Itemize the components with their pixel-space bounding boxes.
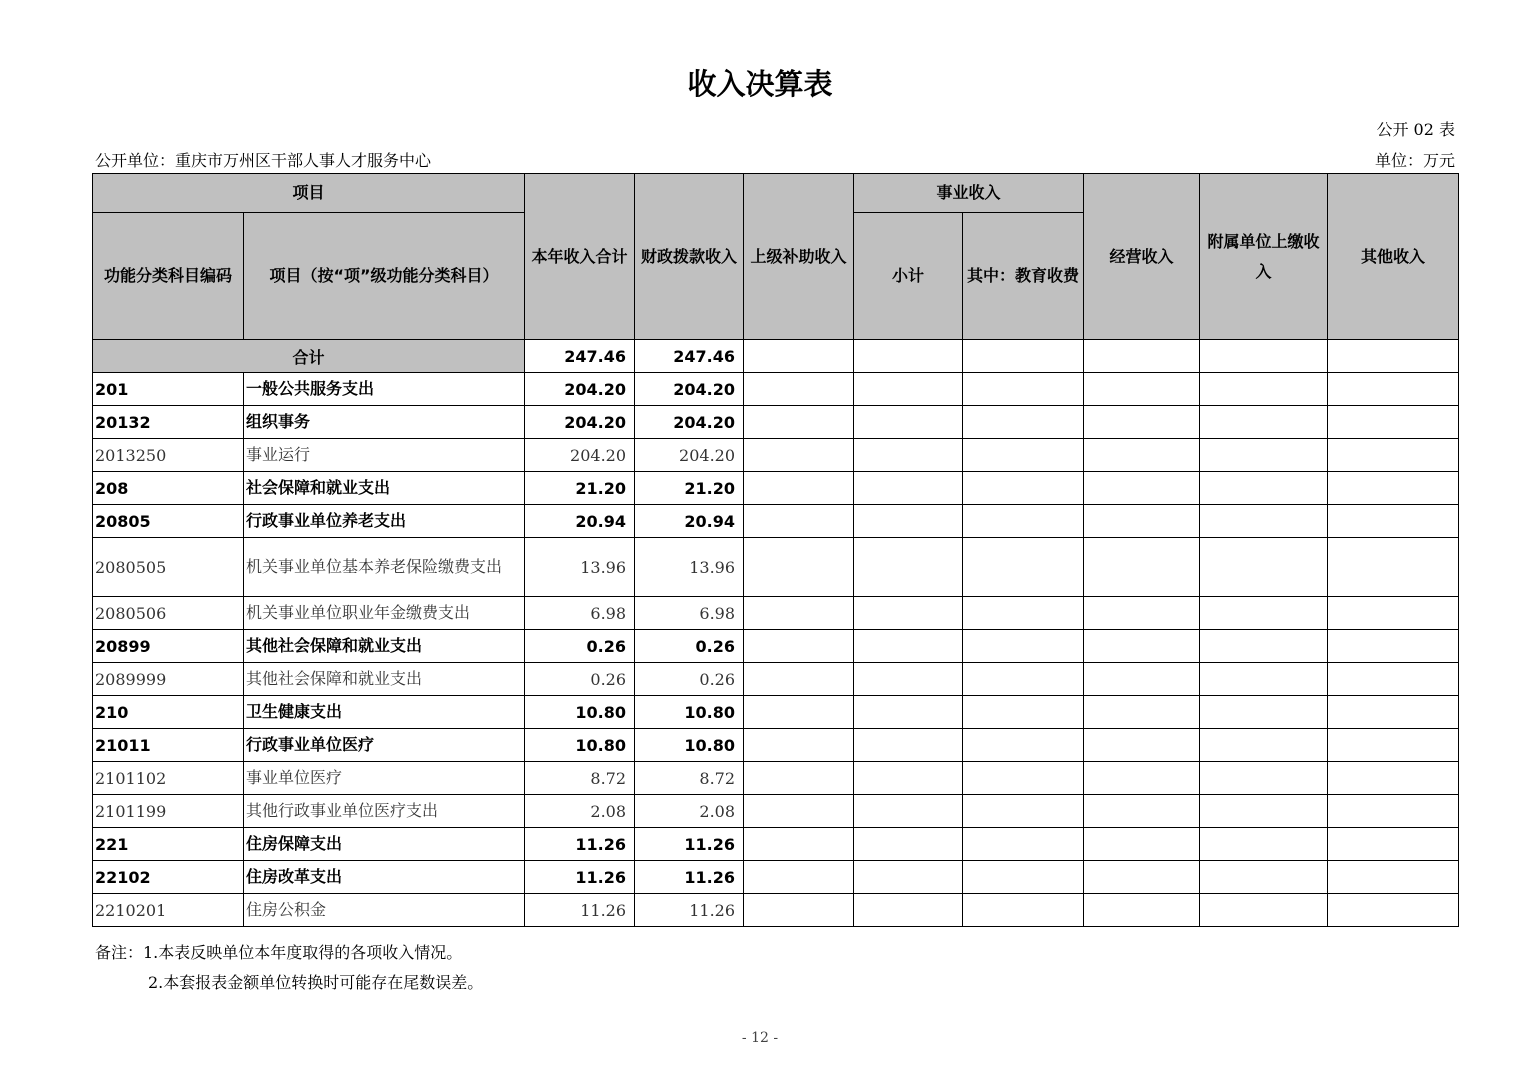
row-code: 2080506 xyxy=(93,597,244,630)
empty-cell xyxy=(1200,696,1328,729)
row-name: 事业运行 xyxy=(244,439,525,472)
empty-cell xyxy=(1328,373,1459,406)
empty-cell xyxy=(744,894,854,927)
empty-cell xyxy=(854,696,963,729)
empty-cell xyxy=(1200,630,1328,663)
empty-cell xyxy=(744,373,854,406)
empty-cell xyxy=(1328,663,1459,696)
page-number: - 12 - xyxy=(741,1030,779,1046)
total-fiscal-value: 247.46 xyxy=(635,340,744,373)
row-name: 其他社会保障和就业支出 xyxy=(244,663,525,696)
empty-cell xyxy=(963,729,1084,762)
table-row xyxy=(93,729,1459,762)
empty-cell xyxy=(854,894,963,927)
empty-cell xyxy=(1084,472,1200,505)
header-affiliated: 附属单位上缴收入 xyxy=(1200,174,1328,340)
empty-cell xyxy=(854,729,963,762)
row-fiscal: 21.20 xyxy=(635,472,744,505)
header-other: 其他收入 xyxy=(1328,174,1459,340)
empty-cell xyxy=(1084,439,1200,472)
table-row xyxy=(93,406,1459,439)
row-fiscal: 204.20 xyxy=(635,406,744,439)
empty-cell xyxy=(744,439,854,472)
empty-cell xyxy=(1084,373,1200,406)
empty-cell xyxy=(1200,597,1328,630)
empty-cell xyxy=(963,696,1084,729)
empty-cell xyxy=(744,406,854,439)
row-code: 20132 xyxy=(93,406,244,439)
empty-cell xyxy=(1084,861,1200,894)
total-label: 合计 xyxy=(93,340,525,373)
empty-cell xyxy=(963,538,1084,597)
empty-cell xyxy=(744,630,854,663)
empty-cell xyxy=(963,762,1084,795)
row-total-income: 2.08 xyxy=(525,795,635,828)
row-total-income: 10.80 xyxy=(525,696,635,729)
row-name: 行政事业单位医疗 xyxy=(244,729,525,762)
row-name: 其他行政事业单位医疗支出 xyxy=(244,795,525,828)
table-row xyxy=(93,373,1459,406)
empty-cell xyxy=(963,597,1084,630)
row-fiscal: 0.26 xyxy=(635,630,744,663)
row-code: 221 xyxy=(93,828,244,861)
row-total-income: 20.94 xyxy=(525,505,635,538)
header-operating: 经营收入 xyxy=(1084,174,1200,340)
header-total-income: 本年收入合计 xyxy=(525,174,635,340)
empty-cell xyxy=(1084,762,1200,795)
row-name: 其他社会保障和就业支出 xyxy=(244,630,525,663)
row-code: 2101102 xyxy=(93,762,244,795)
table-row xyxy=(93,894,1459,927)
header-fiscal: 财政拨款收入 xyxy=(635,174,744,340)
row-code: 2013250 xyxy=(93,439,244,472)
row-name: 住房公积金 xyxy=(244,894,525,927)
row-fiscal: 11.26 xyxy=(635,828,744,861)
row-code: 2210201 xyxy=(93,894,244,927)
row-fiscal: 204.20 xyxy=(635,439,744,472)
row-name: 机关事业单位基本养老保险缴费支出 xyxy=(244,538,525,597)
table-row xyxy=(93,439,1459,472)
empty-cell xyxy=(1328,696,1459,729)
row-code: 2101199 xyxy=(93,795,244,828)
empty-cell xyxy=(1084,505,1200,538)
row-total-income: 204.20 xyxy=(525,406,635,439)
header-education-fee: 其中：教育收费 xyxy=(963,213,1084,340)
row-fiscal: 2.08 xyxy=(635,795,744,828)
empty-cell xyxy=(1328,729,1459,762)
row-total-income: 0.26 xyxy=(525,630,635,663)
row-fiscal: 11.26 xyxy=(635,894,744,927)
empty-cell xyxy=(1328,894,1459,927)
empty-cell xyxy=(963,795,1084,828)
empty-cell xyxy=(1200,795,1328,828)
empty-cell xyxy=(854,538,963,597)
empty-cell xyxy=(1200,538,1328,597)
income-table xyxy=(92,173,1459,927)
empty-cell xyxy=(1084,894,1200,927)
empty-cell xyxy=(1328,439,1459,472)
empty-cell xyxy=(854,373,963,406)
empty-cell xyxy=(1084,828,1200,861)
empty-cell xyxy=(1328,861,1459,894)
empty-cell xyxy=(963,505,1084,538)
empty-cell xyxy=(963,630,1084,663)
header-superior-subsidy: 上级补助收入 xyxy=(744,174,854,340)
empty-cell xyxy=(1084,696,1200,729)
row-name: 组织事务 xyxy=(244,406,525,439)
empty-cell xyxy=(854,828,963,861)
page-title: 收入决算表 xyxy=(687,67,833,101)
empty-cell xyxy=(1200,472,1328,505)
row-fiscal: 204.20 xyxy=(635,373,744,406)
empty-cell xyxy=(744,505,854,538)
row-fiscal: 0.26 xyxy=(635,663,744,696)
empty-cell xyxy=(744,597,854,630)
empty-cell xyxy=(1084,795,1200,828)
table-row xyxy=(93,472,1459,505)
table-row xyxy=(93,538,1459,597)
empty-cell xyxy=(744,795,854,828)
row-code: 201 xyxy=(93,373,244,406)
header-subtotal: 小计 xyxy=(854,213,963,340)
empty-cell xyxy=(854,597,963,630)
empty-cell xyxy=(1084,663,1200,696)
empty-cell xyxy=(744,762,854,795)
empty-cell xyxy=(854,630,963,663)
row-total-income: 11.26 xyxy=(525,894,635,927)
empty-cell xyxy=(1084,630,1200,663)
row-total-income: 10.80 xyxy=(525,729,635,762)
empty-cell xyxy=(1200,505,1328,538)
empty-cell xyxy=(1084,538,1200,597)
currency-unit: 单位：万元 xyxy=(1374,151,1455,170)
empty-cell xyxy=(854,439,963,472)
row-name: 住房保障支出 xyxy=(244,828,525,861)
row-fiscal: 13.96 xyxy=(635,538,744,597)
row-total-income: 8.72 xyxy=(525,762,635,795)
row-total-income: 21.20 xyxy=(525,472,635,505)
empty-cell xyxy=(963,406,1084,439)
row-code: 21011 xyxy=(93,729,244,762)
table-row xyxy=(93,795,1459,828)
empty-cell xyxy=(1200,406,1328,439)
header-func-name: 项目（按“项”级功能分类科目） xyxy=(244,213,525,340)
empty-cell xyxy=(1328,505,1459,538)
total-row xyxy=(93,340,1459,373)
row-name: 行政事业单位养老支出 xyxy=(244,505,525,538)
row-fiscal: 20.94 xyxy=(635,505,744,538)
reporting-unit: 公开单位：重庆市万州区干部人事人才服务中心 xyxy=(95,151,432,170)
empty-cell xyxy=(1200,439,1328,472)
row-fiscal: 11.26 xyxy=(635,861,744,894)
table-row xyxy=(93,505,1459,538)
row-code: 22102 xyxy=(93,861,244,894)
header-business-income: 事业收入 xyxy=(854,174,1084,213)
row-name: 一般公共服务支出 xyxy=(244,373,525,406)
row-total-income: 11.26 xyxy=(525,828,635,861)
empty-cell xyxy=(744,538,854,597)
empty-cell xyxy=(1328,597,1459,630)
table-row xyxy=(93,828,1459,861)
empty-cell xyxy=(854,795,963,828)
empty-cell xyxy=(1200,729,1328,762)
empty-cell xyxy=(744,861,854,894)
table-row xyxy=(93,630,1459,663)
row-total-income: 0.26 xyxy=(525,663,635,696)
empty-cell xyxy=(744,663,854,696)
table-row xyxy=(93,696,1459,729)
empty-cell xyxy=(963,894,1084,927)
empty-cell xyxy=(854,406,963,439)
empty-cell xyxy=(744,696,854,729)
header-func-code: 功能分类科目编码 xyxy=(93,213,244,340)
empty-cell xyxy=(1200,663,1328,696)
row-code: 20899 xyxy=(93,630,244,663)
empty-cell xyxy=(854,663,963,696)
empty-cell xyxy=(1328,828,1459,861)
empty-cell xyxy=(854,472,963,505)
empty-cell xyxy=(1084,406,1200,439)
empty-cell xyxy=(744,729,854,762)
row-total-income: 204.20 xyxy=(525,373,635,406)
empty-cell xyxy=(1328,538,1459,597)
empty-cell xyxy=(963,373,1084,406)
empty-cell xyxy=(1200,762,1328,795)
empty-cell xyxy=(1200,828,1328,861)
empty-cell xyxy=(963,828,1084,861)
empty-cell xyxy=(1328,795,1459,828)
row-name: 机关事业单位职业年金缴费支出 xyxy=(244,597,525,630)
empty-cell xyxy=(1200,861,1328,894)
row-fiscal: 6.98 xyxy=(635,597,744,630)
empty-cell xyxy=(744,828,854,861)
row-total-income: 11.26 xyxy=(525,861,635,894)
empty-cell xyxy=(1328,406,1459,439)
empty-cell xyxy=(963,663,1084,696)
empty-cell xyxy=(854,762,963,795)
empty-cell xyxy=(1200,373,1328,406)
row-code: 2080505 xyxy=(93,538,244,597)
row-name: 卫生健康支出 xyxy=(244,696,525,729)
empty-cell xyxy=(854,505,963,538)
form-number: 公开 02 表 xyxy=(1376,120,1455,139)
row-code: 2089999 xyxy=(93,663,244,696)
total-income-value: 247.46 xyxy=(525,340,635,373)
empty-cell xyxy=(963,439,1084,472)
header-project: 项目 xyxy=(93,174,525,213)
row-total-income: 6.98 xyxy=(525,597,635,630)
note-2: 2.本套报表金额单位转换时可能存在尾数误差。 xyxy=(148,973,484,992)
row-total-income: 204.20 xyxy=(525,439,635,472)
note-1: 备注：1.本表反映单位本年度取得的各项收入情况。 xyxy=(95,943,463,962)
empty-cell xyxy=(1200,894,1328,927)
table-row xyxy=(93,762,1459,795)
empty-cell xyxy=(1084,729,1200,762)
empty-cell xyxy=(1328,472,1459,505)
row-total-income: 13.96 xyxy=(525,538,635,597)
empty-cell xyxy=(963,472,1084,505)
row-code: 20805 xyxy=(93,505,244,538)
row-fiscal: 8.72 xyxy=(635,762,744,795)
empty-cell xyxy=(854,861,963,894)
empty-cell xyxy=(1328,630,1459,663)
empty-cell xyxy=(1084,597,1200,630)
empty-cell xyxy=(1328,762,1459,795)
table-row xyxy=(93,597,1459,630)
row-name: 事业单位医疗 xyxy=(244,762,525,795)
row-fiscal: 10.80 xyxy=(635,729,744,762)
row-name: 社会保障和就业支出 xyxy=(244,472,525,505)
table-row xyxy=(93,861,1459,894)
row-name: 住房改革支出 xyxy=(244,861,525,894)
empty-cell xyxy=(963,861,1084,894)
row-code: 208 xyxy=(93,472,244,505)
empty-cell xyxy=(744,472,854,505)
row-code: 210 xyxy=(93,696,244,729)
row-fiscal: 10.80 xyxy=(635,696,744,729)
table-row xyxy=(93,663,1459,696)
